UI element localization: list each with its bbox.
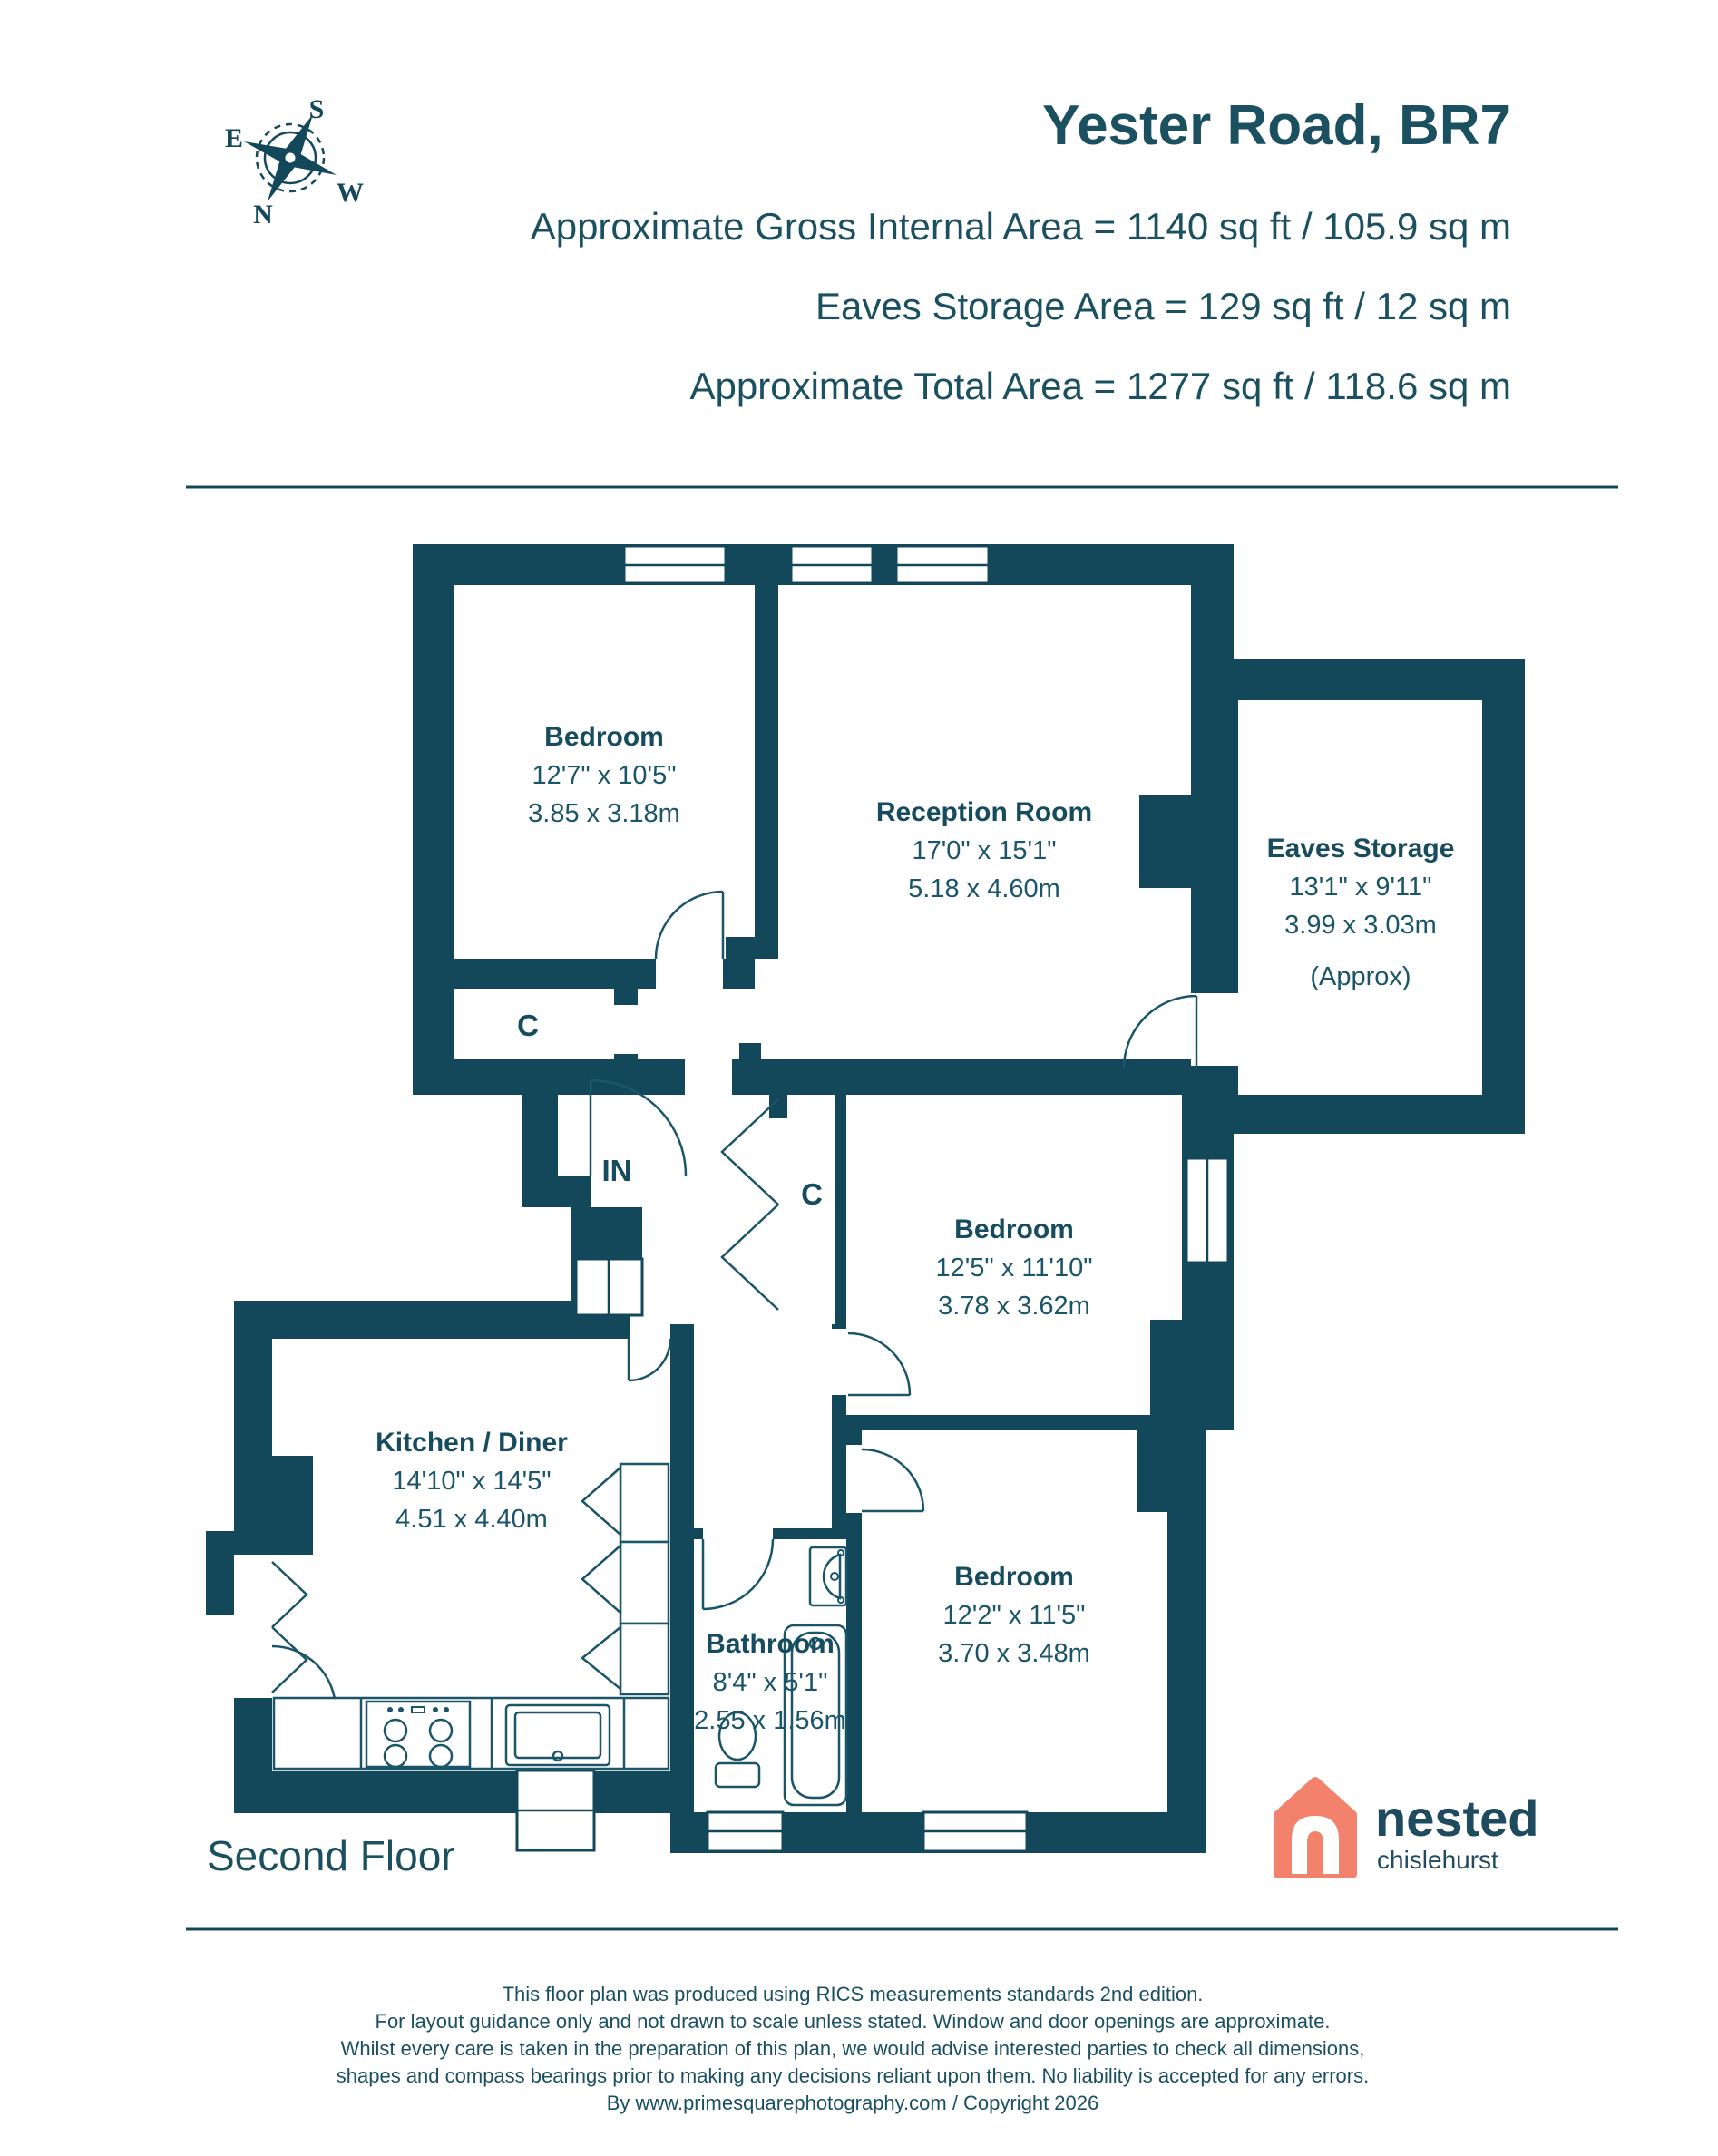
header	[531, 94, 1511, 407]
room-name: Kitchen / Diner	[376, 1428, 568, 1458]
eaves-area-line: Eaves Storage Area = 129 sq ft / 12 sq m	[815, 285, 1511, 327]
total-area-line: Approximate Total Area = 1277 sq ft / 118.6 sq m	[689, 365, 1511, 407]
footer-line-2: For layout guidance only and not drawn to scale unless stated. Window and door openings are approximate.	[375, 2010, 1331, 2033]
room-dims-metric: 5.18 x 4.60m	[908, 874, 1060, 903]
window	[923, 1812, 1027, 1851]
footer-line-5: By www.primesquarephotography.com / Copyright 2026	[606, 2092, 1099, 2114]
logo-brand-text: nested	[1375, 1790, 1539, 1847]
nested-logo	[1278, 1781, 1539, 1874]
window	[896, 546, 989, 583]
room-name: Bathroom	[706, 1629, 835, 1659]
window	[708, 1812, 783, 1851]
footer-disclaimer	[337, 1983, 1369, 2114]
kitchen-cupboards	[582, 1464, 669, 1694]
room-name: Bedroom	[544, 722, 664, 752]
bathroom-sink	[810, 1547, 846, 1605]
room-dims-imperial: 12'2" x 11'5"	[942, 1601, 1086, 1630]
room-dims-metric: 4.51 x 4.40m	[395, 1505, 548, 1534]
compass-south-label: S	[308, 94, 325, 124]
window	[624, 546, 726, 583]
footer-line-4: shapes and compass bearings prior to making any decisions reliant upon them. No liability is accepted for any errors.	[336, 2064, 1370, 2087]
room-dims-metric: 2.55 x 1.56m	[694, 1706, 846, 1735]
stove	[366, 1702, 470, 1767]
footer-line-3: Whilst every care is taken in the preparation of this plan, we would advise interested parties to check all dimensions,	[340, 2037, 1365, 2060]
room-dims-imperial: 12'5" x 11'10"	[935, 1254, 1093, 1283]
compass-north-label: N	[253, 200, 273, 229]
room-dims-imperial: 17'0" x 15'1"	[912, 836, 1057, 865]
page-title: Yester Road, BR7	[1042, 94, 1511, 157]
room-dims-metric: 3.99 x 3.03m	[1284, 911, 1437, 940]
room-dims-imperial: 8'4" x 5'1"	[712, 1668, 828, 1697]
bedroom2-wall-block	[1150, 1320, 1182, 1415]
floor-plan	[206, 544, 1525, 1853]
compass-icon	[225, 94, 364, 229]
room-label-bedroom-1	[528, 722, 680, 828]
closet-label-2: C	[801, 1177, 823, 1211]
logo-branch-text: chislehurst	[1377, 1846, 1498, 1874]
gross-area-line: Approximate Gross Internal Area = 1140 sq ft / 105.9 sq m	[530, 205, 1511, 248]
room-label-kitchen-diner	[376, 1428, 568, 1534]
room-label-bedroom-2	[935, 1215, 1092, 1321]
room-name: Bedroom	[954, 1562, 1074, 1592]
compass-west-label: W	[337, 178, 364, 208]
room-dims-metric: 3.70 x 3.48m	[938, 1639, 1090, 1668]
room-name: Eaves Storage	[1266, 834, 1455, 863]
bedroom3-wall-block	[1137, 1430, 1167, 1512]
room-dims-imperial: 12'7" x 10'5"	[532, 761, 677, 790]
reception-chimney-breast	[1139, 795, 1191, 888]
floor-label: Second Floor	[207, 1832, 455, 1879]
footer-line-1: This floor plan was produced using RICS measurements standards 2nd edition.	[502, 1983, 1204, 2005]
room-dims-imperial: 13'1" x 9'11"	[1289, 873, 1432, 902]
room-note: (Approx)	[1310, 962, 1411, 991]
compass-east-label: E	[224, 123, 244, 153]
room-name: Bedroom	[954, 1215, 1074, 1244]
kitchen-chimney-breast	[272, 1456, 313, 1555]
room-dims-metric: 3.85 x 3.18m	[528, 799, 680, 828]
room-label-bedroom-3	[938, 1562, 1090, 1668]
window	[791, 546, 873, 583]
closet-label-1: C	[517, 1009, 539, 1042]
entrance-label: IN	[601, 1154, 632, 1187]
window	[576, 1259, 642, 1315]
room-label-bathroom	[694, 1629, 846, 1735]
room-dims-imperial: 14'10" x 14'5"	[392, 1467, 552, 1496]
window	[1186, 1158, 1228, 1263]
window	[517, 1771, 594, 1850]
room-dims-metric: 3.78 x 3.62m	[938, 1292, 1090, 1321]
kitchen-sink	[506, 1705, 610, 1765]
room-name: Reception Room	[875, 797, 1093, 827]
